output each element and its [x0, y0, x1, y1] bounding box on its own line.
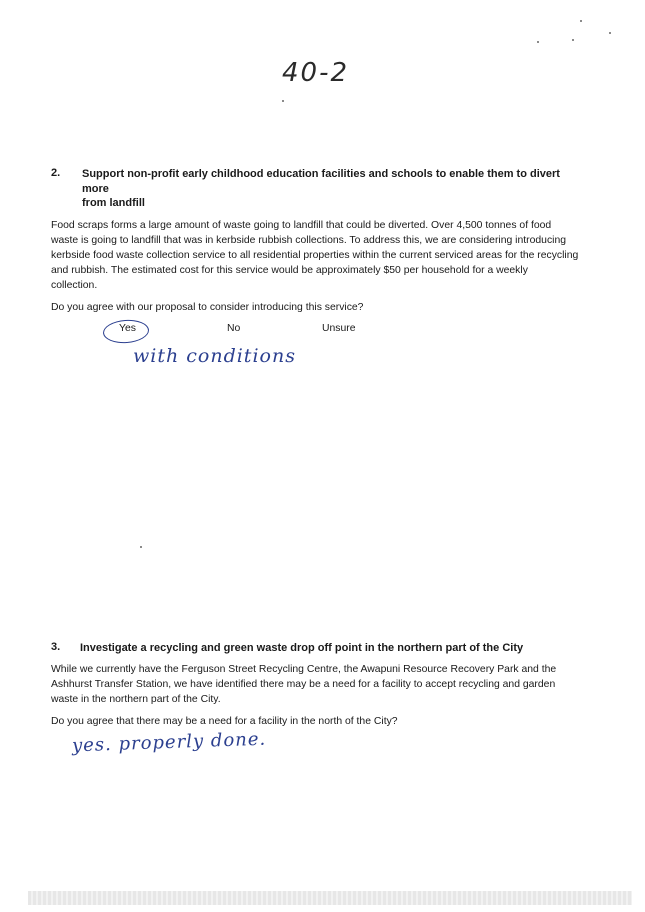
- question-3-number: 3.: [51, 641, 61, 653]
- yes-selection-circle: [102, 318, 149, 344]
- question-2-body-line: and rubbish. The estimated cost for this service would be approximately $50 per household for a weekly: [51, 265, 528, 276]
- question-2-body-line: kerbside food waste collection service to all residential properties within the current serviced areas for the recycling: [51, 250, 579, 261]
- question-2-body: [51, 218, 611, 293]
- question-3-prompt: Do you agree that there may be a need for a facility in the north of the City?: [51, 716, 398, 727]
- question-2-prompt: Do you agree with our proposal to consider introducing this service?: [51, 302, 364, 313]
- option-no[interactable]: No: [227, 323, 241, 334]
- scan-speck: [609, 32, 611, 34]
- question-2-title: [82, 167, 602, 211]
- option-yes[interactable]: Yes: [119, 323, 136, 334]
- question-2-body-line: collection.: [51, 280, 98, 291]
- scan-speck: [537, 41, 539, 43]
- scan-speck: [572, 39, 574, 41]
- question-3-body: [51, 662, 611, 707]
- question-2-title-line: Support non-profit early childhood education facilities and schools to enable them to divert: [82, 168, 560, 180]
- question-3-title: Investigate a recycling and green waste drop off point in the northern part of the City: [80, 642, 524, 654]
- scan-speck: [282, 100, 284, 102]
- question-3-body-line: While we currently have the Ferguson Street Recycling Centre, the Awapuni Resource Recovery Park and the: [51, 664, 557, 675]
- scan-speck: [580, 20, 582, 22]
- question-2-title-line: from landfill: [82, 197, 145, 209]
- option-unsure[interactable]: Unsure: [322, 323, 356, 334]
- question-3-body-line: Ashhurst Transfer Station, we have identified there may be a need for a facility to accept recycling and garden: [51, 679, 556, 690]
- question-2-body-line: Food scraps forms a large amount of waste going to landfill that could be diverted. Over 4,500 tonnes of food: [51, 220, 552, 231]
- scan-speck: [140, 546, 142, 548]
- question-2-body-line: waste is going to landfill that was in kerbside rubbish collections. To address this, we are considering introducing: [51, 235, 567, 246]
- question-3-handwritten-answer: yes. properly done.: [71, 728, 267, 757]
- question-3-body-line: waste in the northern part of the City.: [51, 694, 221, 705]
- question-2-handwritten-answer: with conditions: [133, 345, 296, 367]
- question-2-title-line: more: [82, 182, 109, 195]
- question-2-number: 2.: [51, 167, 61, 179]
- scan-edge-strip: [28, 891, 632, 905]
- page-number: 40-2: [282, 58, 350, 88]
